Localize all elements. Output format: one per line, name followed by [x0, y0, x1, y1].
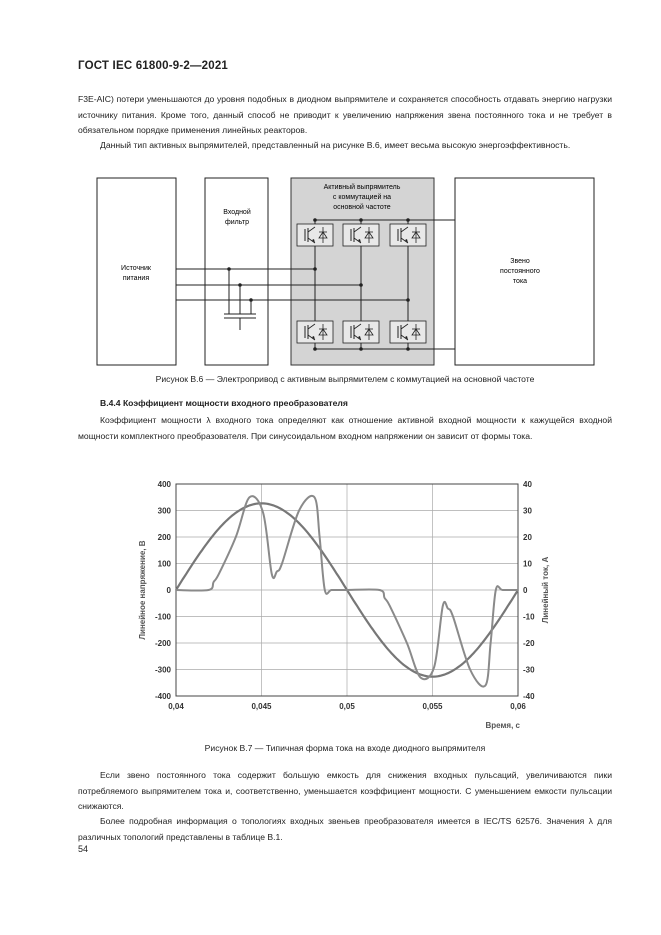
y-right-tick-label: 0 — [523, 586, 528, 595]
rectifier-label-3: основной частоте — [333, 204, 391, 211]
y-axis-left-label: Линейное напряжение, В — [138, 540, 147, 640]
igbt-lower-b — [343, 321, 379, 343]
y-left-tick-label: -400 — [154, 692, 171, 701]
x-tick-label: 0,04 — [168, 702, 184, 711]
dclink-label-2: постоянного — [500, 268, 540, 275]
igbt-lower-c — [390, 321, 426, 343]
y-right-tick-label: -40 — [523, 692, 535, 701]
section-heading — [100, 398, 348, 408]
paragraph-2: Данный тип активных выпрямителей, представленный на рисунке В.6, имеет весьма высокую энергоэффективность. — [100, 140, 571, 150]
y-left-tick-label: 200 — [157, 533, 171, 542]
page-number: 54 — [78, 844, 89, 854]
x-tick-label: 0,05 — [339, 702, 355, 711]
igbt-upper-a — [297, 224, 333, 246]
source-label-1: Источник — [121, 265, 151, 272]
filter-label-2: фильтр — [225, 219, 249, 226]
y-left-tick-label: -300 — [154, 665, 171, 675]
y-left-tick-label: 400 — [157, 480, 171, 489]
y-axis-right-label: Линейный ток, А — [541, 556, 550, 624]
y-right-tick-label: 20 — [523, 533, 532, 542]
y-right-tick-label: 10 — [523, 559, 532, 569]
figure-b6-schematic — [0, 170, 661, 370]
section-number: В.4.4 — [100, 398, 121, 408]
y-left-tick-label: -100 — [154, 612, 171, 622]
y-right-tick-label: 40 — [523, 480, 532, 489]
x-tick-label: 0,055 — [422, 702, 443, 711]
y-left-tick-label: 0 — [166, 586, 171, 595]
y-left-tick-label: 300 — [157, 506, 171, 516]
dclink-label-1: Звено — [510, 258, 530, 265]
paragraph-1: F3E-AIC) потери уменьшаются до уровня подобных в диодном выпрямителе и сохраняется способность отдавать энергию нагрузки источнику питания. Кроме того, данный способ не приводит к увеличению напряжения звена постоянного тока и не требует в обязательном порядке применения линейных реакторов. — [78, 94, 612, 135]
y-right-tick-label: -30 — [523, 665, 535, 675]
rectifier-label-1: Активный выпрямитель — [323, 184, 401, 191]
y-right-tick-label: -20 — [523, 639, 535, 648]
filter-label-1: Входной — [223, 209, 251, 216]
y-right-tick-label: 30 — [523, 506, 532, 516]
igbt-upper-c — [390, 224, 426, 246]
rectifier-label-2: с коммутацией на — [332, 194, 392, 201]
x-axis-label: Время, с — [485, 721, 520, 730]
y-left-tick-label: 100 — [157, 559, 171, 569]
y-right-tick-label: -10 — [523, 612, 535, 622]
igbt-upper-b — [343, 224, 379, 246]
figure-b6-caption: Рисунок В.6 — Электропривод с активным выпрямителем с коммутацией на основной частоте — [155, 374, 535, 384]
source-label-2: питания — [122, 275, 150, 282]
paragraph-5: Более подробная информация о топологиях входных звеньев преобразователя имеется в IEC/TS 62576. Значения λ для различных топологий представлены в таблице В.1. — [78, 816, 612, 842]
figure-b7-caption: Рисунок В.7 — Типичная форма тока на входе диодного выпрямителя — [204, 743, 486, 753]
section-title: Коэффициент мощности входного преобразователя — [122, 398, 348, 408]
document-header: ГОСТ IEC 61800-9-2—2021 — [78, 60, 229, 72]
paragraph-4: Если звено постоянного тока содержит большую емкость для снижения входных пульсаций, увеличиваются пики потребляемого выпрямителем тока и, соответственно, уменьшается коэффициент мощности. С уменьшением емкости пульсации снижаются. — [78, 770, 612, 811]
igbt-lower-a — [297, 321, 333, 343]
x-tick-label: 0,045 — [251, 702, 272, 711]
filter-box — [205, 178, 268, 365]
figure-b7-chart — [0, 470, 661, 740]
y-left-tick-label: -200 — [154, 639, 171, 648]
paragraph-3: Коэффициент мощности λ входного тока определяют как отношение активной входной мощности к кажущейся входной мощности комплектного преобразователя. При синусоидальном входном напряжении он зависит от формы тока. — [78, 415, 612, 441]
x-tick-label: 0,06 — [510, 702, 526, 711]
dclink-label-3: тока — [512, 278, 528, 285]
